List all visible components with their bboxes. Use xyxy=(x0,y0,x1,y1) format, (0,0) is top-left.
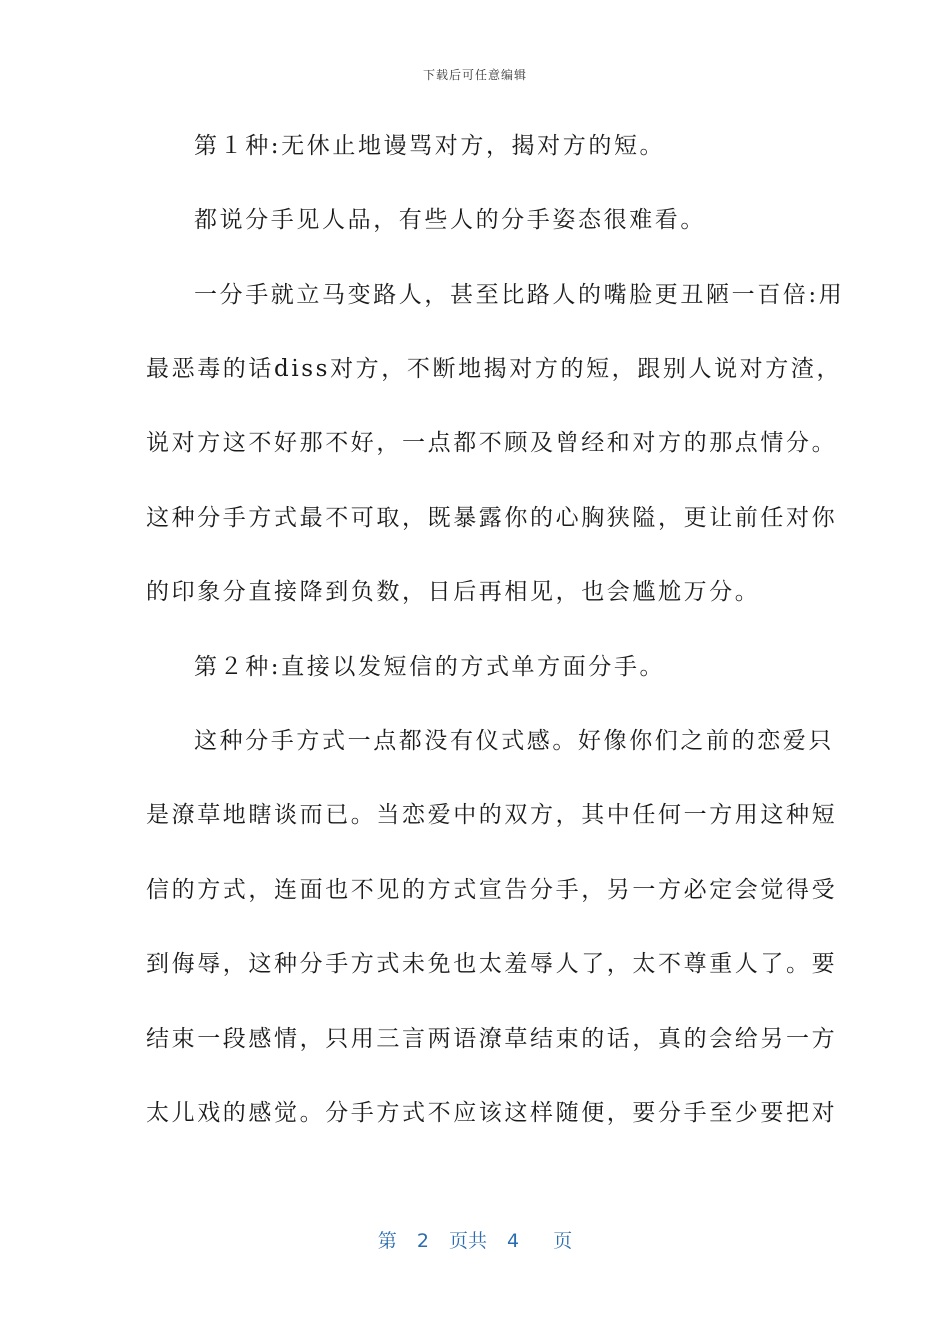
paragraph-line: 第２种:直接以发短信的方式单方面分手。 xyxy=(194,654,666,680)
paragraph-line: 最恶毒的话diss对方，不断地揭对方的短，跟别人说对方渣， xyxy=(146,356,843,382)
page-footer xyxy=(0,1226,950,1253)
footer-middle: 页共 xyxy=(448,1230,487,1252)
paragraph-line: 信的方式，连面也不见的方式宣告分手，另一方必定会觉得受 xyxy=(146,877,838,903)
paragraph-line: 结束一段感情，只用三言两语潦草结束的话，真的会给另一方 xyxy=(146,1026,838,1052)
paragraph-line: 都说分手见人品，有些人的分手姿态很难看。 xyxy=(194,207,706,233)
paragraph-line: 太儿戏的感觉。分手方式不应该这样随便，要分手至少要把对 xyxy=(146,1100,838,1126)
download-note: 下载后可任意编辑 xyxy=(422,68,527,82)
footer-suffix: 页 xyxy=(553,1230,573,1252)
total-pages-number: 4 xyxy=(507,1230,520,1252)
paragraph-line: 是潦草地瞎谈而已。当恋爱中的双方，其中任何一方用这种短 xyxy=(146,802,838,828)
paragraph-line: 第１种:无休止地谩骂对方，揭对方的短。 xyxy=(194,133,666,159)
paragraph-line: 到侮辱，这种分手方式未免也太羞辱人了，太不尊重人了。要 xyxy=(146,951,838,977)
paragraph-line: 这种分手方式最不可取，既暴露你的心胸狭隘，更让前任对你 xyxy=(146,505,838,531)
footer-prefix: 第 xyxy=(377,1230,397,1252)
paragraph-line: 一分手就立马变路人，甚至比路人的嘴脸更丑陋一百倍:用 xyxy=(194,282,845,308)
paragraph-line: 这种分手方式一点都没有仪式感。好像你们之前的恋爱只 xyxy=(194,728,834,754)
paragraph-line: 说对方这不好那不好，一点都不顾及曾经和对方的那点情分。 xyxy=(146,430,838,456)
paragraph-line: 的印象分直接降到负数，日后再相见，也会尴尬万分。 xyxy=(146,579,761,605)
current-page-number: 2 xyxy=(416,1230,429,1252)
